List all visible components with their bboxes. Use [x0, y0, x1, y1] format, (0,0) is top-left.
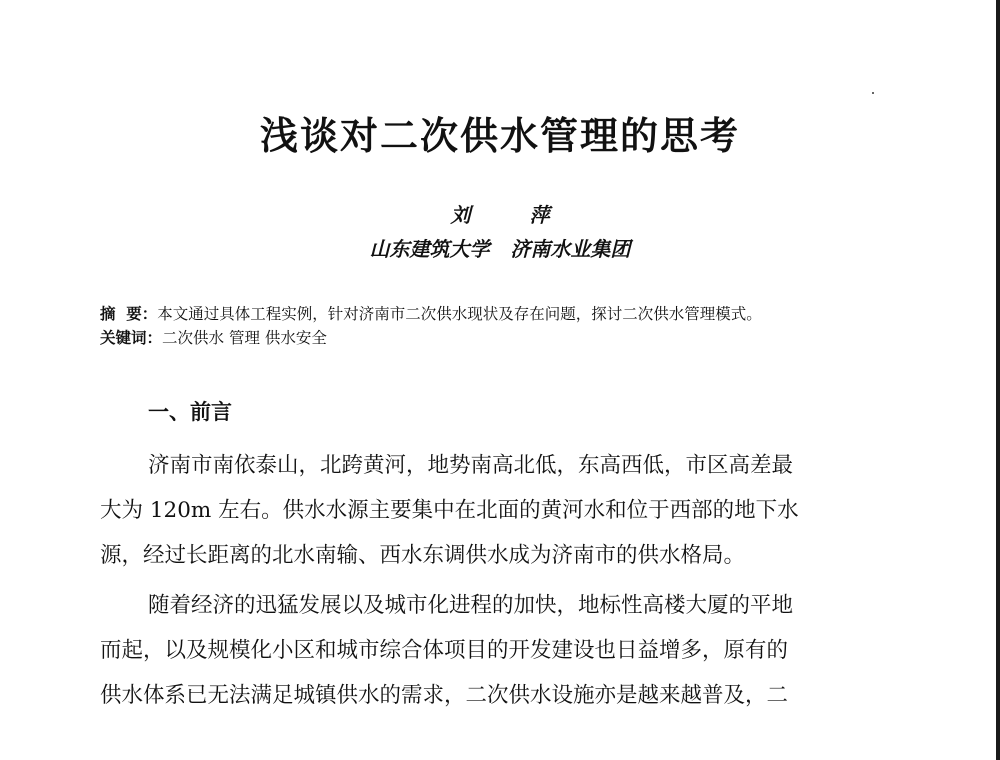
keywords-row — [100, 326, 900, 350]
scan-edge-border — [996, 0, 1000, 760]
paragraph-2-line: 随着经济的迅猛发展以及城市化进程的加快，地标性高楼大厦的平地 — [148, 593, 794, 618]
author-name-text: 刘 萍 — [450, 203, 576, 227]
abstract-block — [100, 302, 900, 350]
paragraph-2-line: 而起，以及规模化小区和城市综合体项目的开发建设也日益增多，原有的 — [100, 638, 789, 663]
author-name — [0, 202, 1000, 228]
abstract-text: 本文通过具体工程实例，针对济南市二次供水现状及存在问题，探讨二次供水管理模式。 — [157, 305, 762, 323]
body-text — [100, 448, 880, 723]
paragraph-2-line: 供水体系已无法满足城镇供水的需求，二次供水设施亦是越来越普及，二 — [100, 683, 789, 708]
paragraph-1-line: 源，经过长距离的北水南输、西水东调供水成为济南市的供水格局。 — [100, 543, 746, 568]
abstract-row — [100, 302, 900, 326]
keywords-label: 关键词： — [100, 329, 163, 347]
keywords-text: 二次供水 管理 供水安全 — [162, 329, 327, 347]
scan-speck — [872, 92, 874, 94]
abstract-label: 摘 要： — [100, 305, 158, 323]
section-heading: 一、前言 — [148, 400, 232, 424]
paper-title: 浅谈对二次供水管理的思考 — [259, 114, 740, 158]
paragraph-1-line: 济南市南依泰山，北跨黄河，地势南高北低，东高西低，市区高差最 — [148, 453, 794, 478]
paragraph-1-line: 大为 120m 左右。供水水源主要集中在北面的黄河水和位于西部的地下水 — [100, 498, 799, 523]
author-affiliation: 山东建筑大学 济南水业集团 — [369, 237, 631, 261]
